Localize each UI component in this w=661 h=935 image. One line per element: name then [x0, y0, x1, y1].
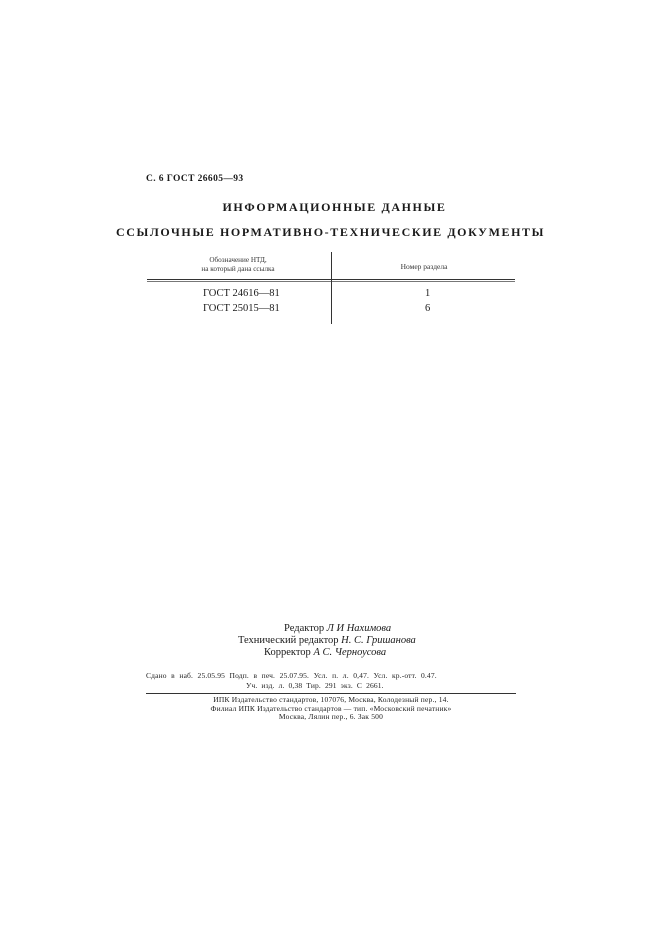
- page-header: С. 6 ГОСТ 26605—93: [146, 174, 244, 184]
- credit-proofreader-name: А С. Черноусова: [313, 647, 387, 658]
- imprint-block: [146, 671, 516, 722]
- section-title: ИНФОРМАЦИОННЫЕ ДАННЫЕ: [222, 200, 447, 214]
- publisher-line: Москва, Лялин пер., 6. Зак 500: [278, 712, 384, 721]
- credit-proofreader-role: Корректор: [264, 647, 311, 658]
- table-row: [147, 288, 515, 302]
- table-header-document-line2: на который дана ссылка: [201, 265, 275, 273]
- credit-editor: [236, 623, 476, 635]
- credit-tech-editor: [236, 635, 476, 647]
- reference-table: [147, 252, 515, 326]
- credit-tech-editor-name: Н. С. Гришанова: [341, 635, 416, 646]
- table-cell-document: ГОСТ 25015—81: [203, 303, 280, 314]
- table-header-section: Номер раздела: [400, 262, 448, 271]
- publisher-info: [146, 696, 516, 722]
- publisher-line: ИПК Издательство стандартов, 107076, Москва, Колодезный пер., 14.: [213, 695, 449, 704]
- table-header-document-line1: Обозначение НТД,: [209, 256, 267, 264]
- table-cell-document: ГОСТ 24616—81: [203, 288, 280, 299]
- table-cell-section: 6: [425, 303, 431, 314]
- imprint-print-data-continued: Уч. изд. л. 0,38 Тир. 291 экз. С 2661.: [246, 681, 384, 690]
- subsection-title: ССЫЛОЧНЫЕ НОРМАТИВНО-ТЕХНИЧЕСКИЕ ДОКУМЕНТЫ: [115, 225, 546, 239]
- table-cell-section: 1: [425, 288, 431, 299]
- credit-editor-role: Редактор: [284, 623, 325, 634]
- imprint-print-data: Сдано в наб. 25.05.95 Подп. в печ. 25.07.95. Усл. п. л. 0,47. Усл. кр.-отт. 0.47.: [146, 671, 437, 680]
- credits-block: [236, 623, 476, 659]
- publisher-line: Филиал ИПК Издательство стандартов — тип. «Московский печатник»: [210, 703, 452, 713]
- credit-editor-name: Л И Нахимова: [326, 623, 392, 634]
- credit-tech-editor-role: Технический редактор: [238, 635, 339, 646]
- table-header-document: [147, 256, 329, 274]
- table-row: [147, 303, 515, 317]
- imprint-rule: [146, 693, 516, 694]
- credit-proofreader: [236, 647, 476, 659]
